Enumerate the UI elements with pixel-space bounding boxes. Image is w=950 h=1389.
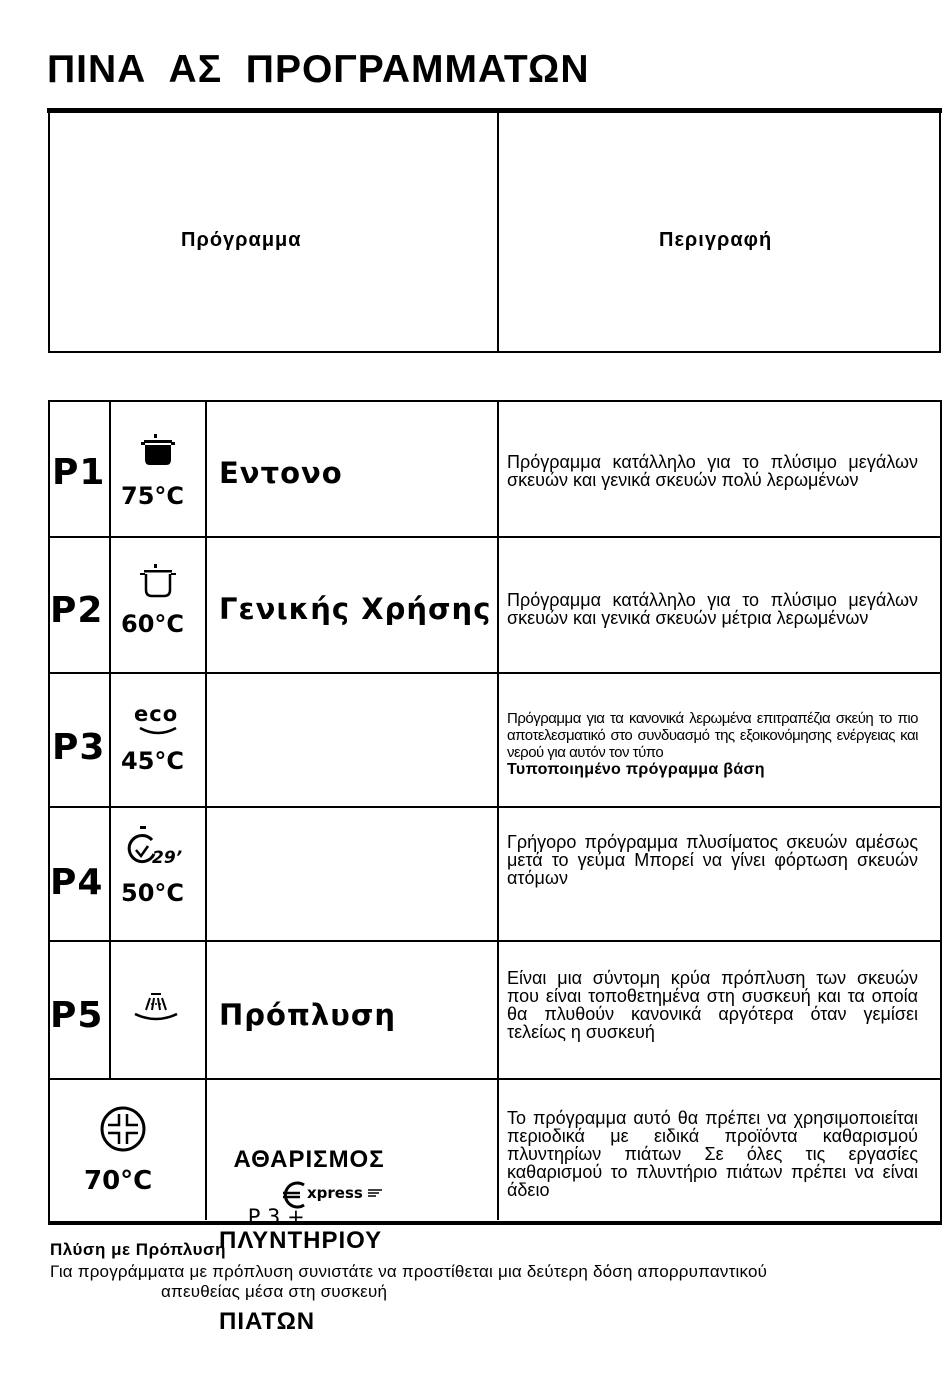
express-label: xpress	[307, 1184, 363, 1202]
program-code: P2	[50, 590, 104, 631]
cleaning-combo: P 3 +	[247, 1205, 305, 1229]
header-divider	[497, 113, 499, 353]
cleaning-name: ΑΘΑΡΙΣΜΟΣ ΠΛΥΝΤΗΡΙΟΥ ΠΙΑΤΩΝ	[219, 1146, 385, 1335]
speed-lines-icon	[368, 1189, 382, 1197]
program-temp: 45°C	[121, 747, 185, 775]
pot-outline-icon	[139, 564, 177, 600]
header-description-label: Περιγραφή	[659, 229, 773, 251]
program-description: Γρήγορο πρόγραμμα πλυσίματος σκευών αμέσως μετά το γεύμα Μπορεί να γίνει φόρτωση σκευών ατόμων	[507, 832, 918, 888]
program-code: P1	[52, 452, 106, 493]
eco-icon: eco	[134, 702, 182, 738]
program-description: Πρόγραμμα για τα κανονικά λερωμένα επιτραπέζια σκεύη το πιο αποτελεσματικό στο συνδυασμό της εξοικονόμησης ενέργειας και νερού για αυτόν τον τύπο Τυποποιημένο πρόγραμμα βάση	[507, 710, 918, 778]
program-code: P4	[50, 862, 104, 903]
stopwatch-icon: 29’	[128, 826, 190, 870]
program-name: Γενικής Χρήσης	[219, 592, 492, 626]
program-code: P3	[52, 727, 106, 768]
pot-full-icon	[139, 434, 177, 468]
program-temp: 75°C	[121, 482, 185, 510]
program-description-bold: Τυποποιημένο πρόγραμμα βάση	[507, 761, 765, 778]
cleaning-description: Το πρόγραμμα αυτό θα πρέπει να χρησιμοποιείται περιοδικά με ειδικά προϊόντα καθαρισμού πλυντηρίων πιάτων Σε όλες τις εργασίες καθαρισμού το πλυντήριο πιάτων πρέπει να είναι άδειο	[507, 1108, 918, 1200]
cleaning-cross-icon	[99, 1106, 147, 1152]
program-description: Είναι μια σύντομη κρύα πρόπλυση των σκευών που είναι τοποθετημένα στη συσκευή και τα οποία θα πλυθούν κανονικά αργότερα όταν γεμίσει τελείως η συσκευή	[507, 968, 918, 1042]
cleaning-temp: 70°C	[84, 1166, 153, 1196]
footer-line2: απευθείας μέσα στη συσκευή	[161, 1282, 388, 1301]
program-temp: 60°C	[121, 610, 185, 638]
program-code: P5	[50, 995, 104, 1036]
footer-heading: Πλύση με Πρόπλυση	[50, 1240, 226, 1259]
header-program-label: Πρόγραμμα	[181, 229, 302, 251]
program-temp: 50°C	[121, 879, 185, 907]
program-description: Πρόγραμμα κατάλληλο για το πλύσιμο μεγάλων σκευών και γενικά σκευών μέτρια λερωμένων	[507, 590, 918, 628]
footer-line1: Για προγράμματα με πρόπλυση συνιστάτε να προστίθεται μια δεύτερη δόση απορρυπαντικού	[50, 1262, 768, 1281]
program-name: Πρόπλυση	[219, 998, 397, 1032]
express-icon	[280, 1180, 310, 1210]
page-title: ΠΙΝΑ ΑΣ ΠΡΟΓΡΑΜΜΑΤΩΝ	[47, 48, 590, 91]
program-name: Εντονο	[219, 456, 343, 490]
prewash-spray-icon	[133, 992, 179, 1024]
program-description: Πρόγραμμα κατάλληλο για το πλύσιμο μεγάλων σκευών και γενικά σκευών πολύ λερωμένων	[507, 452, 918, 490]
